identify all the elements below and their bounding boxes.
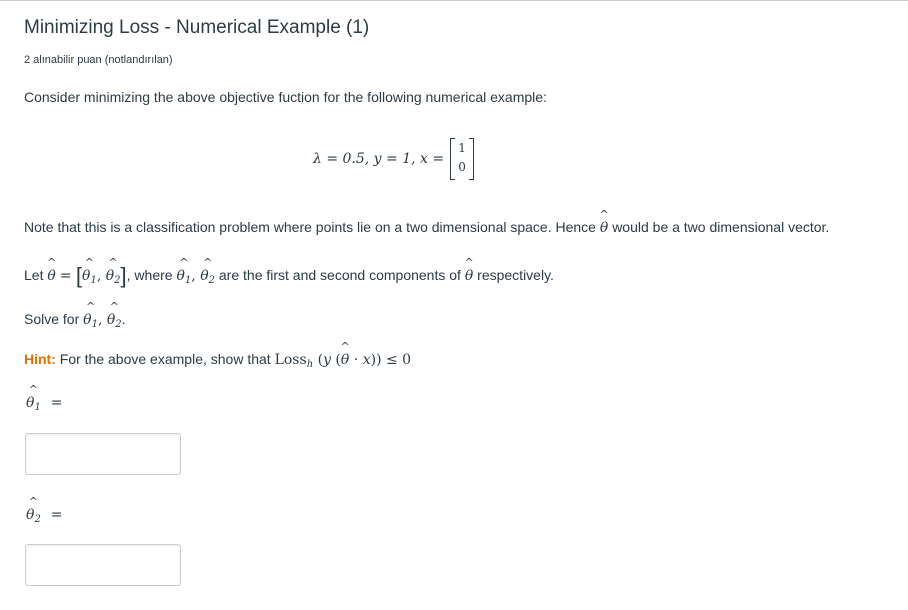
- theta-hat-symbol: θ ^: [599, 208, 609, 236]
- theta2-label: $\theta_2$ ^ =: [26, 495, 63, 525]
- top-divider: [0, 0, 908, 1]
- x-vector-entry-2: 0: [458, 160, 466, 174]
- theta2-answer-input[interactable]: [25, 544, 181, 586]
- hint-paragraph: [24, 340, 412, 370]
- let-where: , where: [126, 267, 173, 283]
- hint-math: Loss$_h$ (y (θ ^ · x)) ≤ 0: [274, 340, 412, 370]
- hint-text: For the above example, show that: [59, 351, 271, 367]
- note-text-start: Note that this is a classification problem where points lie on a two dimensional space. Hence: [24, 219, 596, 235]
- theta1-label: $\theta_1$ ^ =: [26, 383, 63, 413]
- note-text-end: would be a two dimensional vector.: [612, 219, 830, 235]
- points-info: 2 alınabilir puan (notlandırılan): [24, 54, 173, 66]
- let-paragraph: Let θ ^ = [$\theta_1$ ^ , $\theta_2$ ^ ], where $\theta_1$ ^ , $\theta_2$ ^ are the first and second components of θ ^ respectively.: [24, 256, 554, 288]
- display-equation: [313, 137, 474, 181]
- x-vector-entry-1: 1: [458, 141, 466, 155]
- note-paragraph: [24, 208, 830, 236]
- let-end: respectively.: [477, 267, 554, 283]
- theta-hat-symbol: θ ^: [46, 256, 57, 284]
- let-after: are the first and second components of: [218, 267, 461, 283]
- theta1-answer-input[interactable]: [25, 433, 181, 475]
- question-title: Minimizing Loss - Numerical Example (1): [24, 17, 370, 38]
- solve-paragraph: Solve for $\theta_1$ ^ , $\theta_2$ ^ .: [24, 300, 126, 330]
- question-intro: Consider minimizing the above objective fuction for the following numerical example:: [24, 89, 547, 105]
- let-prefix: Let: [24, 267, 44, 283]
- hint-label: Hint:: [24, 351, 56, 367]
- equation-lhs: λ = 0.5, y = 1, x =: [313, 151, 445, 167]
- solve-prefix: Solve for: [24, 311, 80, 327]
- x-vector: [450, 137, 474, 181]
